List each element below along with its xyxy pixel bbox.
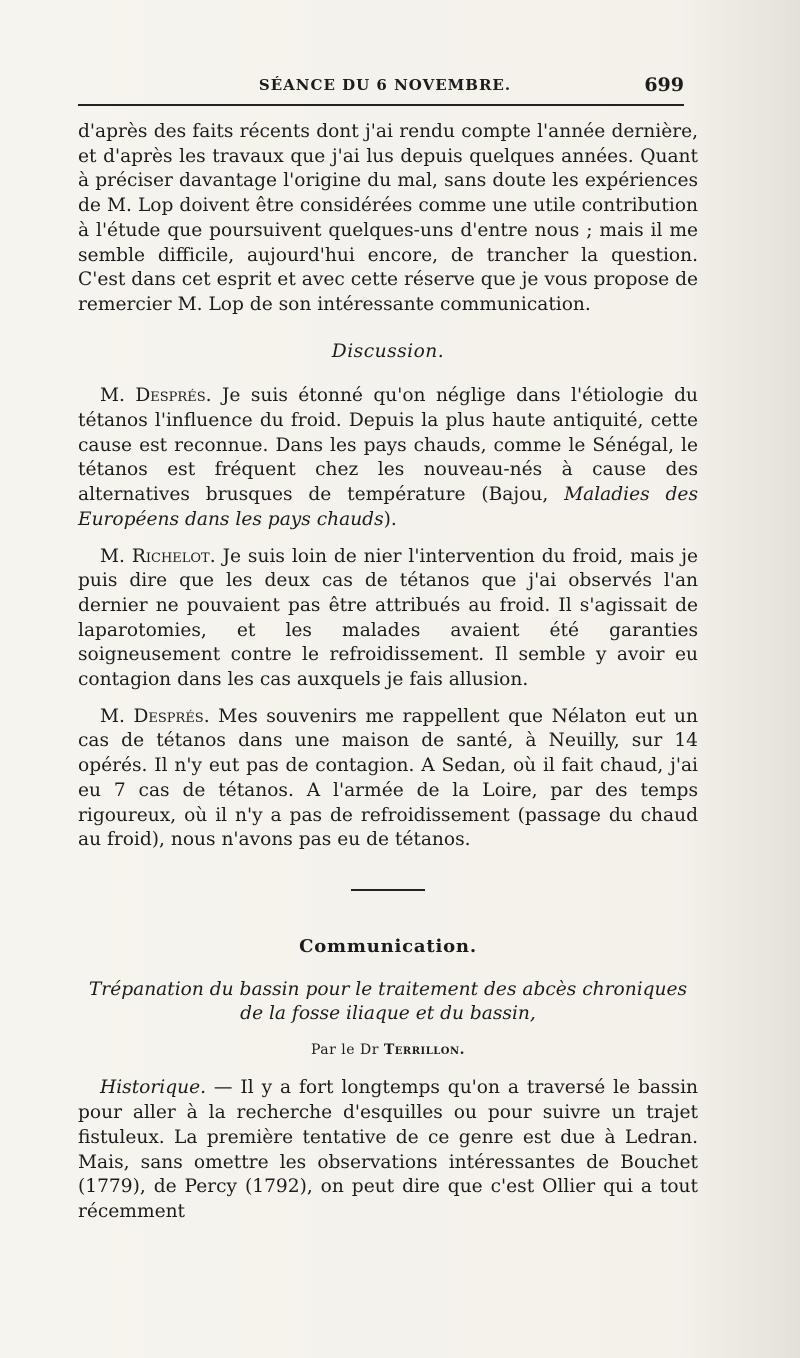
discussion-title: Discussion. <box>331 340 445 362</box>
page-body <box>78 120 698 1225</box>
discussion-paragraph-2 <box>78 545 698 693</box>
discussion-paragraph-3 <box>78 705 698 853</box>
article-title-line-1: Trépanation du bassin pour le traitement des abcès chroniques <box>88 978 688 1000</box>
paragraph-text: Je suis étonné qu'on néglige dans l'étiologie du tétanos l'influence du froid. Depuis la plus haute antiquité, cette cause est reconnue. Dans les pays chauds, comme le Sénégal, le tétanos est fréquent chez les nouveau-nés à cause des alternatives brusques de température (Bajou, <box>78 385 698 506</box>
historique-text: — Il y a fort longtemps qu'on a traversé le bassin pour aller à la recherche d'esquilles ou pour suivre un trajet fistuleux. La première tentative de ce genre est due à Ledran. Mais, sans omettre les observations intéressantes de Bouchet (1779), de Percy (1792), on peut dire que c'est Ollier qui a tout récemment <box>78 1077 698 1222</box>
speaker-name: M. Després. <box>100 705 210 727</box>
article-title <box>78 978 698 1026</box>
byline <box>78 1038 698 1063</box>
paragraph-text: Mes souvenirs me rappellent que Nélaton eut un cas de tétanos dans une maison de santé, à Neuilly, sur 14 opérés. Il n'y eut pas de contagion. A Sedan, où il fait chaud, j'ai eu 7 cas de tétanos. A l'armée de la Loire, par des temps rigoureux, où il n'y a pas de refroidissement (passage du chaud au froid), nous n'avons pas eu de tétanos. <box>78 705 698 851</box>
historique-paragraph <box>78 1076 698 1224</box>
intro-paragraph: d'après des faits récents dont j'ai rendu compte l'année dernière, et d'après les travaux que j'ai lus depuis quelques années. Quant à préciser davantage l'origine du mal, sans doute les expériences de M. Lop doivent être considérées comme une utile contribution à l'étude que poursuivent quelques-uns d'entre nous ; mais il me semble difficile, aujourd'hui encore, de trancher la question. C'est dans cet esprit et avec cette réserve que je vous propose de remercier M. Lop de son intéressante communication. <box>78 121 698 315</box>
page-number: 699 <box>644 74 684 96</box>
citation-title: Maladies des Européens dans les pays chauds <box>78 484 698 530</box>
running-header <box>78 72 692 100</box>
speaker-name: M. Després. <box>100 385 212 407</box>
section-separator <box>351 889 425 891</box>
header-title: SÉANCE DU 6 NOVEMBRE. <box>258 76 512 94</box>
article-title-line-2: de la fosse iliaque et du bassin, <box>240 1002 536 1024</box>
communication-label: Communication. <box>299 935 477 957</box>
paragraph-text-end: ). <box>383 508 397 530</box>
byline-prefix: Par le Dr <box>310 1041 384 1058</box>
header-rule <box>78 104 684 106</box>
speaker-name: M. Richelot. <box>100 545 216 567</box>
discussion-paragraph-1 <box>78 384 698 532</box>
historique-lead: Historique. <box>100 1077 206 1099</box>
paragraph-text: Je suis loin de nier l'intervention du froid, mais je puis dire que les deux cas de tétanos que j'ai observés l'an dernier ne pouvaient pas être attribués au froid. Il s'agissait de laparotomies, et les malades avaient été garanties soigneusement contre le refroidissement. Il semble y avoir eu contagion dans les cas auxquels je fais allusion. <box>78 545 699 691</box>
byline-author: Terrillon. <box>383 1041 465 1058</box>
